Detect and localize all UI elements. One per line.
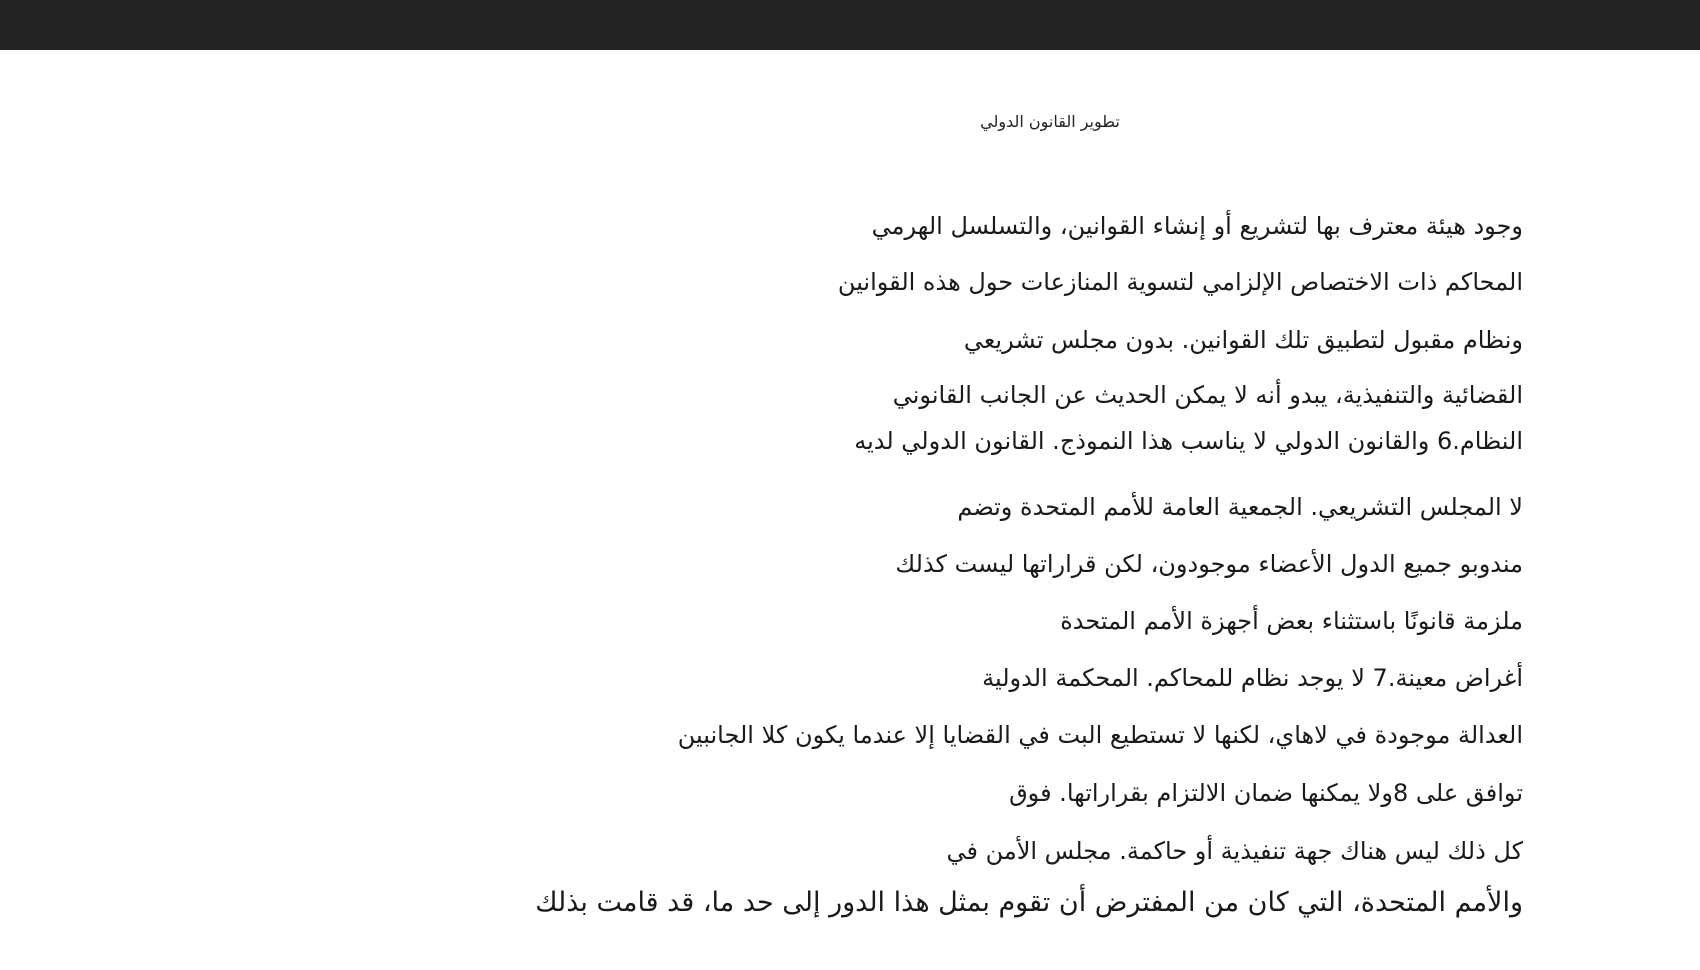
text-line: النظام.6 والقانون الدولي لا يناسب هذا النموذج. القانون الدولي لديه bbox=[854, 427, 1523, 455]
text-line: توافق على 8ولا يمكنها ضمان الالتزام بقراراتها. فوق bbox=[1009, 779, 1523, 807]
text-line: ملزمة قانونًا باستثناء بعض أجهزة الأمم المتحدة bbox=[1060, 607, 1523, 635]
text-line: كل ذلك ليس هناك جهة تنفيذية أو حاكمة. مجلس الأمن في bbox=[946, 837, 1523, 865]
text-line: ونظام مقبول لتطبيق تلك القوانين. بدون مجلس تشريعي bbox=[963, 326, 1523, 354]
text-line: المحاكم ذات الاختصاص الإلزامي لتسوية المنازعات حول هذه القوانين bbox=[837, 268, 1523, 296]
text-line: أغراض معينة.7 لا يوجد نظام للمحاكم. المحكمة الدولية bbox=[982, 664, 1523, 692]
text-line: لا المجلس التشريعي. الجمعية العامة للأمم المتحدة وتضم bbox=[957, 493, 1523, 521]
text-line: وجود هيئة معترف بها لتشريع أو إنشاء القوانين، والتسلسل الهرمي bbox=[871, 212, 1523, 240]
text-line: والأمم المتحدة، التي كان من المفترض أن تقوم بمثل هذا الدور إلى حد ما، قد قامت بذلك bbox=[535, 887, 1523, 918]
document-title: تطوير القانون الدولي bbox=[980, 112, 1120, 131]
text-line: مندوبو جميع الدول الأعضاء موجودون، لكن قراراتها ليست كذلك bbox=[895, 550, 1523, 578]
text-line: القضائية والتنفيذية، يبدو أنه لا يمكن الحديث عن الجانب القانوني bbox=[892, 381, 1523, 409]
document-page bbox=[0, 50, 1700, 970]
top-toolbar bbox=[0, 0, 1700, 50]
text-line: العدالة موجودة في لاهاي، لكنها لا تستطيع البت في القضايا إلا عندما يكون كلا الجانبين bbox=[677, 721, 1523, 749]
